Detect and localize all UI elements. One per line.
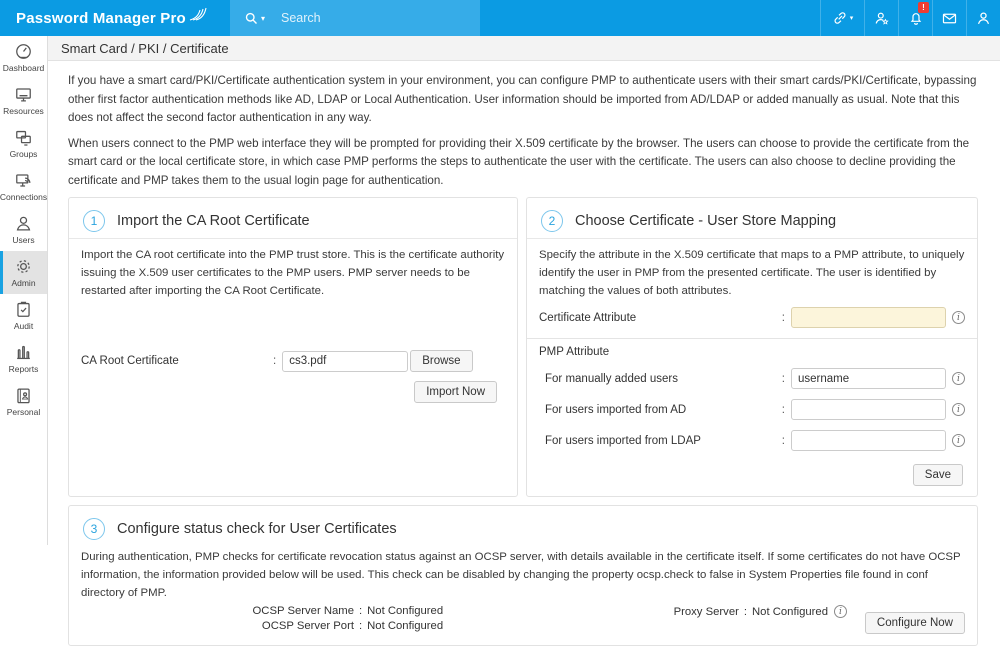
intro-paragraph-2: When users connect to the PMP web interface they will be prompted for providing their X.509 certificate by the browser. The users can choose to provide the certificate from the smart card or the local certificate store, in which case PMP performs the steps to authenticate the user with the certificate. The users can also choose to decline providing the certificate and PMP takes them to the usual login page for authentication. <box>68 136 970 187</box>
breadcrumb-bar <box>48 36 1000 61</box>
manually-added-users-info-icon[interactable]: i <box>952 372 965 385</box>
proxy-server-info-icon[interactable]: i <box>834 605 847 618</box>
ocsp-server-port-value: Not Configured <box>367 620 444 633</box>
panel2-description: Specify the attribute in the X.509 certificate that maps to a PMP attribute, to uniquely identify the user in PMP from the presented certificate. The user is identified by matching the values of both attributes. <box>539 249 965 297</box>
profile-icon[interactable] <box>966 0 1000 36</box>
resources-icon <box>14 85 33 104</box>
sidebar-item-admin[interactable]: Admin <box>0 251 47 294</box>
sidebar-item-groups[interactable]: Groups <box>0 122 47 165</box>
intro-text <box>68 72 978 190</box>
certificate-user-store-mapping-panel: 2 Choose Certificate - User Store Mapping Specify the attribute in the X.509 certificate that maps to a PMP attribute, to uniquely identify the user in PMP from the presented certificate. The user is identified by matching the values of both attributes. Certificate Attribute : i PMP Attribute For manually added users : username i For users imported from AD : i For users imported from LDAP : i Save <box>526 197 978 497</box>
configure-now-button[interactable]: Configure Now <box>865 612 965 634</box>
imported-from-ldap-info-icon[interactable]: i <box>952 434 965 447</box>
app-logo-text: Password Manager Pro <box>16 9 186 27</box>
step-2-badge: 2 <box>541 210 563 232</box>
step-1-badge: 1 <box>83 210 105 232</box>
search-input[interactable] <box>281 11 441 25</box>
pmp-attribute-row: For manually added users : username i <box>539 368 965 389</box>
divider <box>527 338 977 339</box>
user-approval-icon[interactable] <box>864 0 898 36</box>
certificate-attribute-label: Certificate Attribute <box>539 311 637 324</box>
imported-from-ad-info-icon[interactable]: i <box>952 403 965 416</box>
sidebar-item-users[interactable]: Users <box>0 208 47 251</box>
imported-from-ad-label: For users imported from AD <box>545 403 687 416</box>
pmp-attribute-label: PMP Attribute <box>539 346 610 359</box>
top-header <box>0 0 1000 36</box>
step-3-badge: 3 <box>83 518 105 540</box>
panel1-title: Import the CA Root Certificate <box>117 213 310 230</box>
users-icon <box>14 214 33 233</box>
global-search[interactable] <box>230 0 480 36</box>
sidebar-item-personal[interactable]: Personal <box>0 380 47 423</box>
panel2-title: Choose Certificate - User Store Mapping <box>575 213 837 230</box>
divider <box>69 238 517 239</box>
breadcrumb: Smart Card / PKI / Certificate <box>61 40 229 56</box>
panel3-description: During authentication, PMP checks for certificate revocation status against an OCSP server, with details available in the certificate itself. If some certificates do not have OCSP information, the information provided below will be used. This check can be disabled by changing the property ocsp.check to false in System Properties file found in conf directory of PMP. <box>81 551 961 599</box>
import-ca-root-certificate-panel: 1 Import the CA Root Certificate Import the CA root certificate into the PMP trust store. This is the certificate authority issuing the X.509 user certificates to the PMP users. PMP server needs to be restarted after importing the CA Root Certificate. CA Root Certificate : cs3.pdf Browse Import Now <box>68 197 518 497</box>
save-button[interactable]: Save <box>913 464 963 486</box>
logo-swoosh-icon <box>188 6 208 22</box>
imported-from-ad-input[interactable] <box>791 399 946 420</box>
notification-badge: ! <box>918 2 929 13</box>
ocsp-server-port-label: OCSP Server Port <box>261 620 354 633</box>
imported-from-ldap-input[interactable] <box>791 430 946 451</box>
quick-link-icon[interactable]: ▾ <box>820 0 864 36</box>
reports-icon <box>14 343 33 362</box>
app-logo[interactable] <box>0 10 230 27</box>
mail-icon[interactable] <box>932 0 966 36</box>
left-sidebar <box>0 36 48 545</box>
intro-paragraph-1: If you have a smart card/PKI/Certificate authentication system in your environment, you can configure PMP to authenticate users with their smart cards/PKI/Certificate, bypassing other first factor authentication methods like AD, LDAP or Local Authentication. User information should be imported from AD/LDAP or added manually as usual. Note that this does not affect the second factor authentication in any way. <box>68 74 977 125</box>
browse-button[interactable]: Browse <box>410 350 472 372</box>
sidebar-item-connections[interactable]: Connections <box>0 165 47 208</box>
ca-root-certificate-label: CA Root Certificate <box>81 355 179 368</box>
panel3-title: Configure status check for User Certificates <box>117 521 397 538</box>
certificate-attribute-info-icon[interactable]: i <box>952 311 965 324</box>
proxy-server-value: Not Configured <box>752 605 828 618</box>
personal-icon <box>14 386 33 405</box>
search-icon[interactable] <box>244 11 259 26</box>
certificate-attribute-input[interactable] <box>791 307 946 328</box>
notifications-bell-icon[interactable] <box>898 0 932 36</box>
divider <box>527 238 977 239</box>
connections-icon <box>14 171 33 190</box>
header-icon-strip <box>820 0 1000 36</box>
pmp-attribute-row: For users imported from AD : i <box>539 399 965 420</box>
import-now-button[interactable]: Import Now <box>414 381 497 403</box>
main-content <box>48 61 1000 633</box>
search-scope-caret-icon[interactable]: ▾ <box>261 13 266 23</box>
status-check-panel: 3 Configure status check for User Certificates During authentication, PMP checks for certificate revocation status against an OCSP server, with details available in the certificate itself. If some certificates do not have OCSP information, the information provided below will be used. This check can be disabled by changing the property ocsp.check to false in System Properties file found in conf directory of PMP. OCSP Server Name : Not Configured OCSP Server Port : Not Configured Proxy Server : Not Configured i Configure Now <box>68 505 978 646</box>
sidebar-item-reports[interactable]: Reports <box>0 337 47 380</box>
sidebar-item-resources[interactable]: Resources <box>0 79 47 122</box>
sidebar-item-audit[interactable]: Audit <box>0 294 47 337</box>
dashboard-icon <box>14 42 33 61</box>
imported-from-ldap-label: For users imported from LDAP <box>545 434 701 447</box>
manually-added-users-label: For manually added users <box>545 372 678 385</box>
ocsp-server-name-label: OCSP Server Name <box>252 605 354 618</box>
manually-added-users-input[interactable] <box>791 368 946 389</box>
audit-icon <box>14 300 33 319</box>
proxy-server-label: Proxy Server <box>673 605 739 618</box>
ocsp-server-name-value: Not Configured <box>367 605 444 618</box>
admin-gear-icon <box>14 257 33 276</box>
ca-root-certificate-input[interactable] <box>282 351 408 372</box>
pmp-attribute-row: For users imported from LDAP : i <box>539 430 965 451</box>
groups-icon <box>14 128 33 147</box>
sidebar-item-dashboard[interactable]: Dashboard <box>0 36 47 79</box>
panel1-description: Import the CA root certificate into the PMP trust store. This is the certificate authority issuing the X.509 user certificates to the PMP users. PMP server needs to be restarted after importing the CA Root Certificate. <box>81 249 505 297</box>
